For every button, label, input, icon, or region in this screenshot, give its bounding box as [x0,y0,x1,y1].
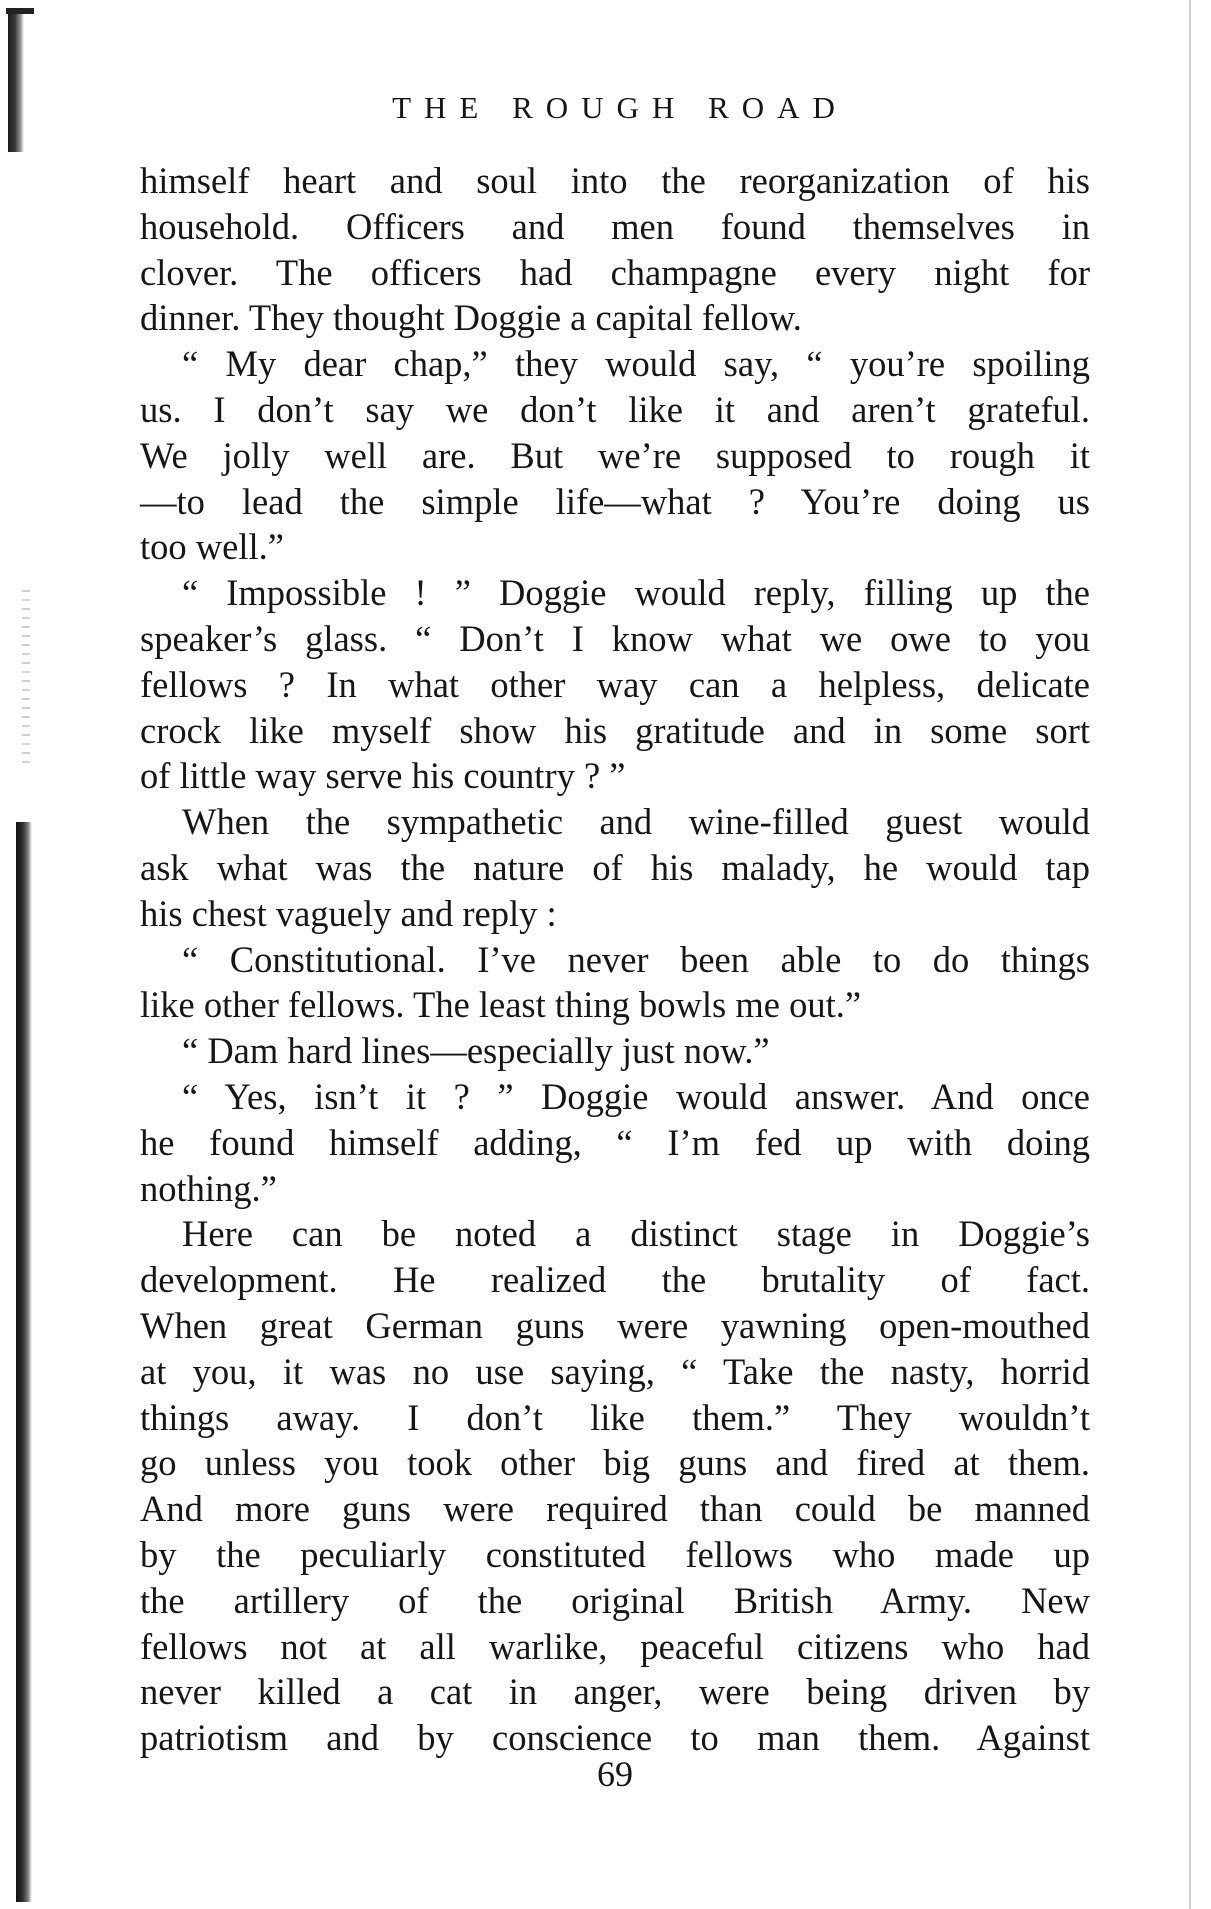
text-line: patriotism and by conscience to man them. Against [140,1717,1090,1759]
text-line: household. Officers and men found themselves in [140,205,1090,247]
text-line: development. He realized the brutality of fact. [140,1259,1090,1301]
text-line: go unless you took other big guns and fired at them. [140,1442,1090,1484]
text-line: speaker’s glass. “ Don’t I know what we owe to you [140,617,1090,659]
text-line: the artillery of the original British Army. New [140,1579,1090,1621]
page-edge-rule [1189,0,1191,1909]
text-line: us. I don’t say we don’t like it and aren’t grateful. [140,388,1090,430]
running-head: THE ROUGH ROAD [392,90,848,125]
text-line: When the sympathetic and wine-filled guest would [182,801,1090,843]
body-text [140,158,1090,1761]
binding-shadow-bottom [16,822,32,1902]
text-line: things away. I don’t like them.” They wouldn’t [140,1396,1090,1438]
text-line: clover. The officers had champagne every night for [140,251,1090,293]
page-number: 69 [597,1754,633,1794]
text-line: too well.” [140,526,284,568]
text-line: at you, it was no use saying, “ Take the nasty, horrid [140,1350,1090,1392]
text-line: ask what was the nature of his malady, he would tap [140,846,1090,888]
binding-shadow-top [8,12,24,152]
text-line: “ Constitutional. I’ve never been able to do things [182,938,1090,980]
text-line: Here can be noted a distinct stage in Doggie’s [182,1213,1090,1255]
text-line: fellows not at all warlike, peaceful citizens who had [140,1625,1090,1667]
text-line: himself heart and soul into the reorganization of his [140,160,1090,201]
text-line: And more guns were required than could be manned [140,1488,1090,1530]
text-line: crock like myself show his gratitude and in some sort [140,709,1090,751]
text-line: never killed a cat in anger, were being driven by [140,1671,1090,1713]
binding-specks [22,590,30,770]
text-line: of little way serve his country ? ” [140,755,626,797]
text-line: We jolly well are. But we’re supposed to rough it [140,434,1090,476]
text-line: “ My dear chap,” they would say, “ you’re spoiling [182,343,1090,385]
text-line: by the peculiarly constituted fellows who made up [140,1533,1090,1575]
text-line: he found himself adding, “ I’m fed up with doing [140,1121,1090,1163]
text-line: “ Impossible ! ” Doggie would reply, filling up the [182,572,1090,614]
text-line: nothing.” [140,1167,277,1209]
text-line: dinner. They thought Doggie a capital fellow. [140,297,802,339]
text-line: fellows ? In what other way can a helpless, delicate [140,663,1090,705]
text-line: “ Yes, isn’t it ? ” Doggie would answer. And once [182,1075,1090,1117]
text-line: “ Dam hard lines—especially just now.” [182,1030,770,1072]
text-line: his chest vaguely and reply : [140,892,557,934]
text-line: like other fellows. The least thing bowls me out.” [140,984,862,1026]
text-line: —to lead the simple life—what ? You’re doing us [140,480,1090,522]
text-line: When great German guns were yawning open-mouthed [140,1304,1090,1346]
